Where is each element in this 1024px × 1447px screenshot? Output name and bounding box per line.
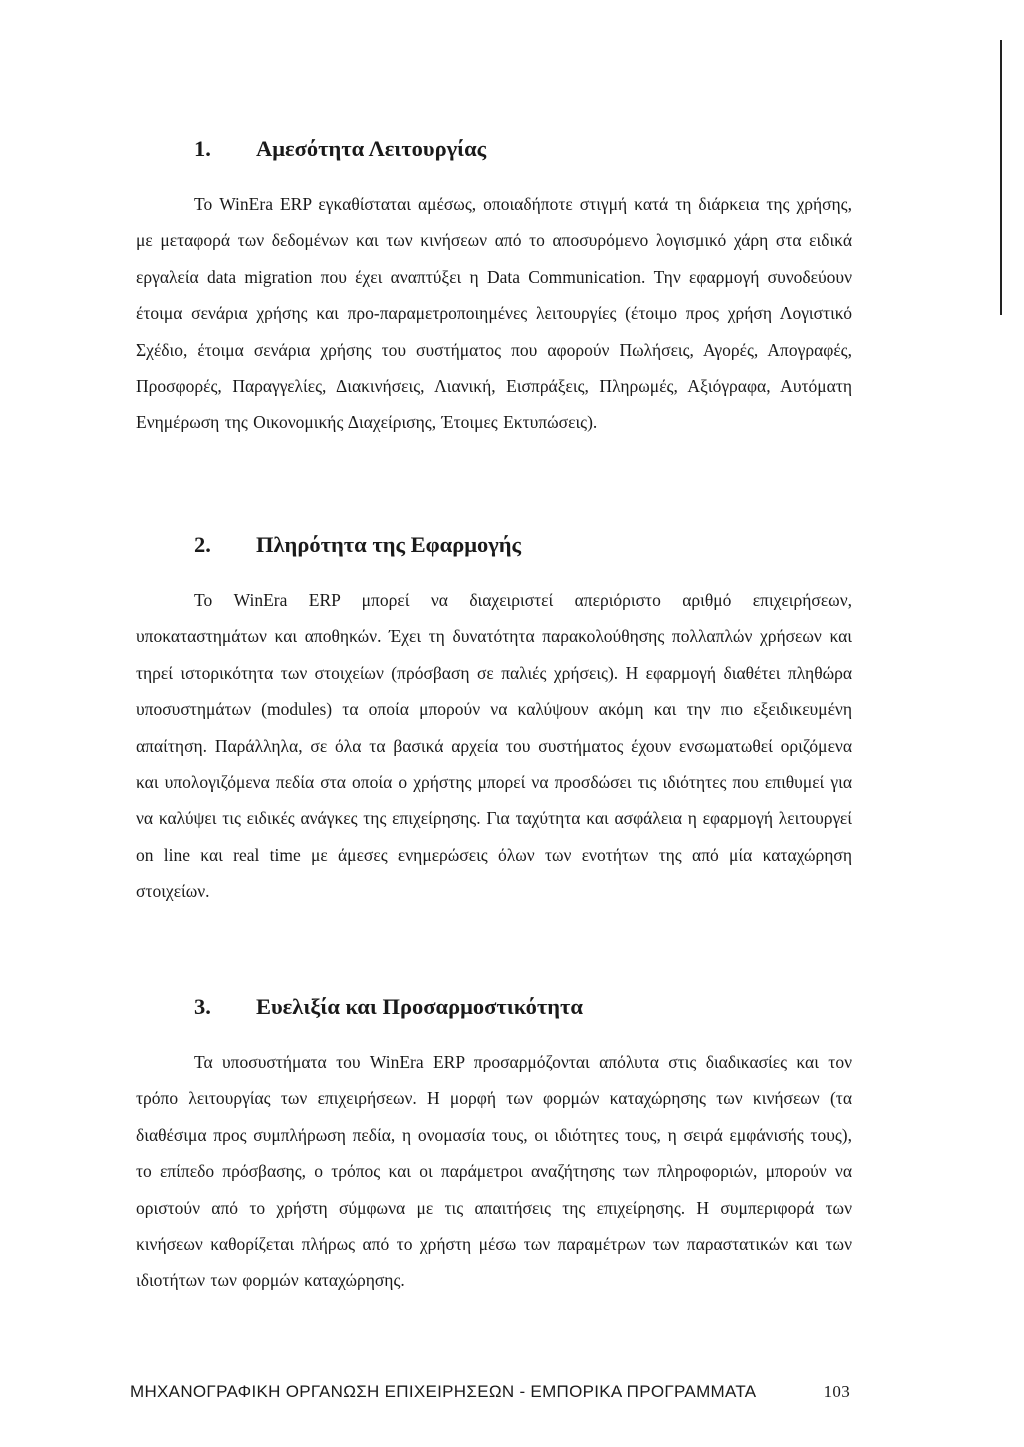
section-paragraph: Το WinEra ERP εγκαθίσταται αμέσως, οποιαδήποτε στιγμή κατά τη διάρκεια της χρήσης, με μεταφορά των δεδομένων και των κινήσεων από το αποσυρόμενο λογισμικό χάρη στα ειδικά εργαλεία data migration που έχει αναπτύξει η Data Communication. Την εφαρμογή συνοδεύουν έτοιμα σενάρια χρήσης και προ-παραμετροποιημένες λειτουργίες (έτοιμο προς χρήση Λογιστικό Σχέδιο, έτοιμα σενάρια χρήσης του συστήματος που αφορούν Πωλήσεις, Αγορές, Απογραφές, Προσφορές, Παραγγελίες, Διακινήσεις, Λιανική, Εισπράξεις, Πληρωμές, Αξιόγραφα, Αυτόματη Ενημέρωση της Οικονομικής Διαχείρισης, Έτοιμες Εκτυπώσεις). <box>136 194 852 433</box>
page-number: 103 <box>823 1382 850 1401</box>
running-title: ΜΗΧΑΝΟΓΡΑΦΙΚΗ ΟΡΓΑΝΩΣΗ ΕΠΙΧΕΙΡΗΣΕΩΝ - ΕΜΠΟΡΙΚΑ ΠΡΟΓΡΑΜΜΑΤΑ <box>130 1382 757 1401</box>
section-number: 2. <box>194 532 211 557</box>
section-number: 1. <box>194 136 211 161</box>
section-number: 3. <box>194 994 211 1019</box>
section-heading <box>136 134 852 164</box>
section-paragraph: Το WinEra ERP μπορεί να διαχειριστεί απεριόριστο αριθμό επιχειρήσεων, υποκαταστημάτων και αποθηκών. Έχει τη δυνατότητα παρακολούθησης πολλαπλών χρήσεων και τηρεί ιστορικότητα των στοιχείων (πρόσβαση σε παλιές χρήσεις). Η εφαρμογή διαθέτει πληθώρα υποσυστημάτων (modules) τα οποία μπορούν να καλύψουν ακόμη και την πιο εξειδικευμένη απαίτηση. Παράλληλα, σε όλα τα βασικά αρχεία του συστήματος έχουν ενσωματωθεί οριζόμενα και υπολογιζόμενα πεδία στα οποία ο χρήστης μπορεί να προσδώσει τις ιδιότητες που επιθυμεί για να καλύψει τις ειδικές ανάγκες της επιχείρησης. Για ταχύτητα και ασφάλεια η εφαρμογή λειτουργεί on line και real time με άμεσες ενημερώσεις όλων των ενοτήτων της από μία καταχώρηση στοιχείων. <box>136 590 852 902</box>
section-heading <box>136 992 852 1022</box>
section-heading <box>136 530 852 560</box>
section-2 <box>136 530 852 910</box>
section-title: Αμεσότητα Λειτουργίας <box>256 136 487 161</box>
section-paragraph: Τα υποσυστήματα του WinEra ERP προσαρμόζονται απόλυτα στις διαδικασίες και τον τρόπο λειτουργίας των επιχειρήσεων. Η μορφή των φορμών καταχώρησης των κινήσεων (τα διαθέσιμα προς συμπλήρωση πεδία, η ονομασία τους, οι ιδιότητες τους, η σειρά εμφάνισής τους), το επίπεδο πρόσβασης, ο τρόπος και οι παράμετροι αναζήτησης των πληροφοριών, μπορούν να οριστούν από το χρήστη σύμφωνα με τις απαιτήσεις της επιχείρησης. Η συμπεριφορά των κινήσεων καθορίζεται πλήρως από το χρήστη μέσω των παραμέτρων των παραστατικών και των ιδιοτήτων των φορμών καταχώρησης. <box>136 1052 852 1291</box>
scan-edge-line <box>1000 40 1002 315</box>
section-1 <box>136 134 852 441</box>
section-3 <box>136 992 852 1299</box>
section-title: Πληρότητα της Εφαρμογής <box>256 532 522 557</box>
section-title: Ευελιξία και Προσαρμοστικότητα <box>256 994 583 1019</box>
page-footer <box>130 1382 850 1402</box>
